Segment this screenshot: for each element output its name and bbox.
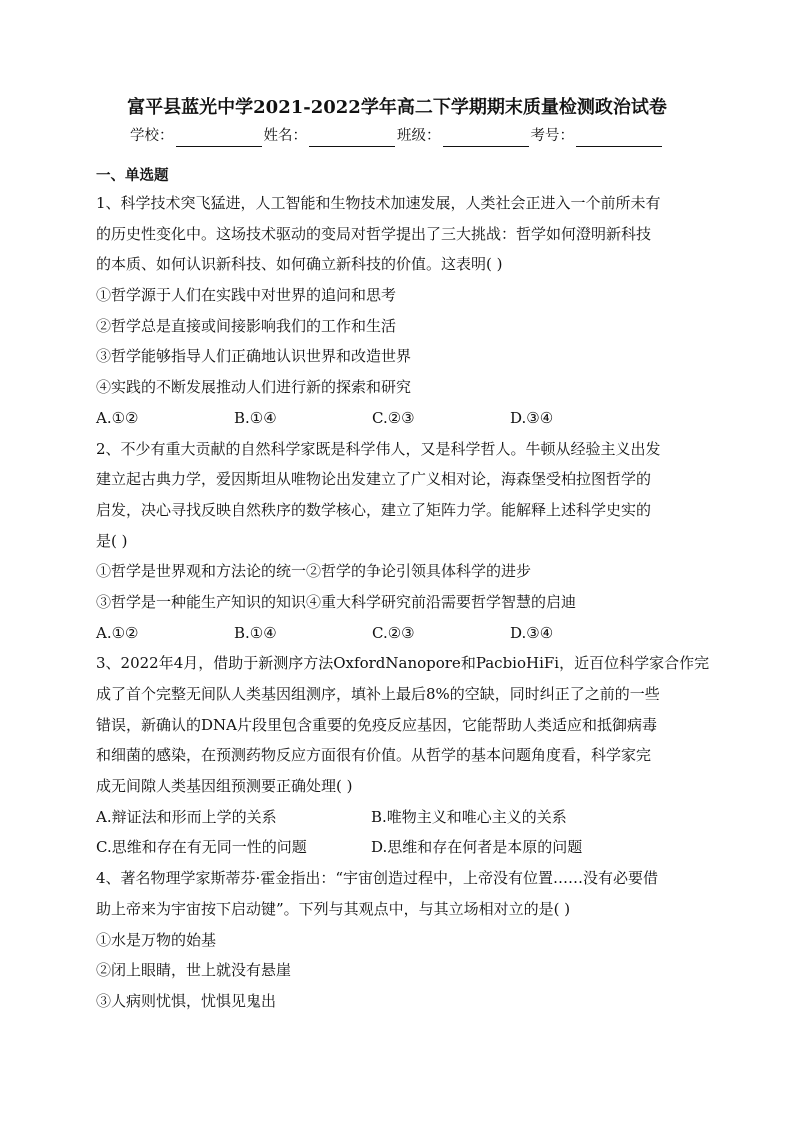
- question-stem-line: 4、著名物理学家斯蒂芬·霍金指出：“宇宙创造过程中，上帝没有位置……没有必要借: [96, 869, 658, 888]
- question-stem-line: 的本质、如何认识新科技、如何确立新科技的价值。这表明( ): [96, 255, 503, 274]
- option-d[interactable]: D.思维和存在何者是本原的问题: [371, 838, 583, 857]
- option-d[interactable]: D.③④: [510, 408, 554, 427]
- option-c[interactable]: C.②③: [372, 408, 415, 427]
- option-b[interactable]: B.①④: [234, 408, 277, 427]
- statement-item: ②哲学总是直接或间接影响我们的工作和生活: [96, 316, 397, 335]
- option-a[interactable]: A.辩证法和形而上学的关系: [96, 807, 277, 826]
- answer-options: [96, 618, 700, 649]
- question-list: [96, 188, 710, 1017]
- question-3: [96, 648, 710, 863]
- name-label: 姓名：: [263, 128, 307, 144]
- statement-item: ③哲学能够指导人们正确地认识世界和改造世界: [96, 347, 412, 366]
- section-title: 一、单选题: [96, 167, 169, 184]
- statement-item: ①水是万物的始基: [96, 930, 217, 949]
- option-a[interactable]: A.①②: [96, 408, 139, 427]
- question-stem-line: 1、科学技术突飞猛进，人工智能和生物技术加速发展，人类社会正进入一个前所未有: [96, 194, 661, 212]
- option-a[interactable]: A.①②: [96, 623, 139, 642]
- student-info-row: [0, 125, 794, 147]
- name-blank[interactable]: [309, 130, 395, 147]
- answer-options: [96, 802, 700, 833]
- statement-item: ①哲学是世界观和方法论的统一②哲学的争论引领具体科学的进步: [96, 562, 532, 581]
- option-b[interactable]: B.唯物主义和唯心主义的关系: [371, 807, 567, 826]
- question-stem-line: 成无间隙人类基因组预测要正确处理( ): [96, 777, 353, 796]
- question-stem-line: 助上帝来为宇宙按下启动键”。下列与其观点中，与其立场相对立的是( ): [96, 899, 571, 918]
- option-c[interactable]: C.思维和存在有无同一性的问题: [96, 838, 307, 857]
- option-b[interactable]: B.①④: [234, 623, 277, 642]
- class-blank[interactable]: [443, 130, 529, 147]
- school-blank[interactable]: [176, 130, 262, 147]
- school-label: 学校：: [130, 128, 174, 144]
- statement-item: ③人病则忧惧，忧惧见鬼出: [96, 991, 277, 1010]
- class-label: 班级：: [397, 128, 441, 144]
- statement-item: ①哲学源于人们在实践中对世界的追问和思考: [96, 286, 397, 305]
- option-d[interactable]: D.③④: [510, 623, 554, 642]
- question-stem-line: 是( ): [96, 531, 128, 550]
- number-blank[interactable]: [576, 130, 662, 147]
- number-label: 考号：: [530, 128, 574, 144]
- question-2: [96, 434, 700, 649]
- question-stem-line: 2、不少有重大贡献的自然科学家既是科学伟人，又是科学哲人。牛顿从经验主义出发: [96, 439, 661, 458]
- question-stem-line: 的历史性变化中。这场技术驱动的变局对哲学提出了三大挑战：哲学如何澄明新科技: [96, 224, 652, 243]
- statement-item: ③哲学是一种能生产知识的知识④重大科学研究前沿需要哲学智慧的启迪: [96, 592, 577, 611]
- question-1: [96, 188, 700, 434]
- question-stem-line: 错误，新确认的DNA片段里包含重要的免疫反应基因，它能帮助人类适应和抵御病毒: [96, 715, 657, 734]
- statement-item: ②闭上眼睛，世上就没有悬崖: [96, 961, 292, 980]
- question-4: [96, 863, 700, 1016]
- question-stem-line: 成了首个完整无间队人类基因组测序，填补上最后8%的空缺，同时纠正了之前的一些: [96, 685, 660, 703]
- statement-item: ④实践的不断发展推动人们进行新的探索和研究: [96, 378, 412, 397]
- answer-options: [96, 832, 700, 863]
- question-stem-line: 启发，决心寻找反映自然秩序的数学核心，建立了矩阵力学。能解释上述科学史实的: [96, 500, 652, 519]
- question-stem-line: 建立起古典力学，爱因斯坦从唯物论出发建立了广义相对论，海森堡受柏拉图哲学的: [96, 470, 652, 489]
- exam-title: 富平县蓝光中学2021-2022学年高二下学期期末质量检测政治试卷: [127, 97, 667, 118]
- answer-options: [96, 403, 700, 434]
- option-c[interactable]: C.②③: [372, 623, 415, 642]
- question-stem-line: 3、2022年4月，借助于新测序方法OxfordNanopore和PacbioHiFi，近百位科学家合作完: [96, 654, 710, 673]
- question-stem-line: 和细菌的感染，在预测药物反应方面很有价值。从哲学的基本问题角度看，科学家完: [96, 746, 652, 765]
